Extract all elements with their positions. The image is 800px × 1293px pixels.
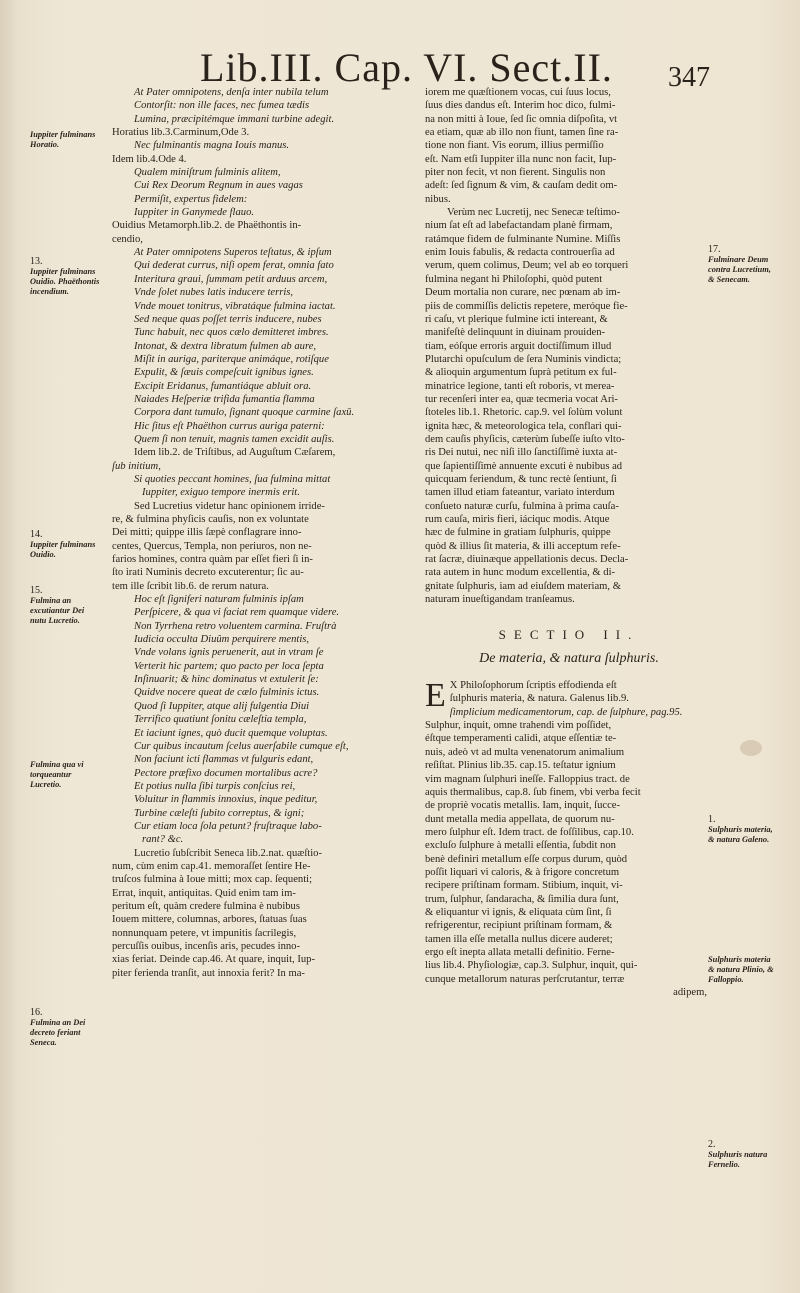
text-line: minatrice legione, tanti eſt roboris, vt merea- xyxy=(425,380,615,392)
text-line: tamen illud etiam fateantur, variato interdum xyxy=(425,487,615,499)
text-line: centes, Quercus, Templa, non periuros, non ne- xyxy=(112,540,312,552)
text-line: farios homines, contra quàm par eſſet fieri ſi in- xyxy=(112,554,313,566)
text-line: recipere priſtinam formam. Stibium, inquit, vi- xyxy=(425,880,623,892)
section-heading: SECTIO II. xyxy=(498,628,640,642)
text-line: tione non fiant. Vis eorum, illius permiſſio xyxy=(425,140,604,152)
text-line: cunque metallorum naturas perſcrutantur, terræ xyxy=(425,973,625,985)
text-line: Iudicia occulta Diuûm perquirere mentis, xyxy=(134,634,310,646)
text-line: Naiades Heſperiæ trifida fumantia flamma xyxy=(134,393,315,405)
text-line: Corpora dant tumulo, ſignant quoque carmine ſaxū. xyxy=(134,407,355,419)
text-line: Cur etiam loca ſola petunt? fruſtraque labo- xyxy=(134,820,322,832)
text-line: reſiſtat. Plinius lib.35. cap.15. teſtatur ignium xyxy=(425,760,616,772)
text-line: ea etiam, quæ ab illo non fiunt, tamen ſine ra- xyxy=(425,127,619,139)
margin-note-left: Fulmina qua vi torqueantur Lucretio. xyxy=(30,760,84,789)
text-line: vim magnam ſulphuri ineſſe. Falloppius tract. de xyxy=(425,773,630,785)
margin-note-right: 17. Fulminare Deum contra Lucretium, & Senecam. xyxy=(708,244,771,284)
text-line: iorem me quæſtionem vocas, cui ſuus locus, xyxy=(425,87,611,98)
text-line: ſuus dies dandus eſt. Interim hoc dico, fulmi- xyxy=(425,100,616,112)
text-line: adeſt: ſed ſignum & vim, & cauſam dedit om- xyxy=(425,180,618,192)
text-line: Turbine cæleſti ſubito correptus, & igni; xyxy=(134,807,305,819)
text-line: & alioquin argumentum ſuprà petitum ex ful- xyxy=(425,367,617,379)
text-line: ri caſu, vt plerique fulmine icti intereant, & xyxy=(425,313,608,325)
margin-note-left: 14. Iuppiter fulminans Ouidio. xyxy=(30,529,96,559)
text-line: Sed Lucretius videtur hanc opinionem irride- xyxy=(134,500,325,512)
text-line: gnitate ſulphuris, iam ad eiuſdem materiam, & xyxy=(425,580,621,592)
text-line: ſtoteles lib.1. Rhetoric. cap.9. vel ſolùm volunt xyxy=(425,407,623,419)
text-line: percuſſis ouibus, incenſis aris, pecudes inno- xyxy=(112,941,300,952)
text-line: Miſit in auriga, pariterque animáque, rotiſque xyxy=(134,353,329,365)
text-line: Errat, inquit, antiquitas. Quid enim tam im- xyxy=(112,887,296,899)
drop-capital: E xyxy=(425,677,446,715)
text-line: Non faciunt icti flammas vt fulguris edant, xyxy=(134,754,314,766)
text-line: Perſpicere, & qua vi faciat rem quamque videre. xyxy=(134,607,340,619)
text-line: refrigerentur, recipiunt priſtinam formam, & xyxy=(425,920,613,932)
text-line: rata autem in hunc modum excellentia, & di- xyxy=(425,567,616,579)
text-line: naturam inueſtigandam tranſeamus. xyxy=(425,594,575,606)
text-line: Qui dederat currus, niſi opem ferat, omnia fato xyxy=(134,260,334,272)
right-column-section-text xyxy=(425,679,713,999)
text-line: aquis thermalibus, cap.8. ſub finem, vbi verba fecit xyxy=(425,786,641,798)
text-line: ſimplicium medicamentorum, cap. de ſulphure, pag.95. xyxy=(449,706,683,718)
text-line: manifeſtè delinquunt in diuinam prouiden- xyxy=(425,327,606,339)
text-line: Et potius nulla ſibi turpis conſcius rei, xyxy=(134,780,296,792)
text-line: Non Tyrrhena retro voluentem carmina. Fruſtrà xyxy=(134,620,337,632)
text-line: rant? &c. xyxy=(142,834,184,846)
text-line: Sed neque quas poſſet terris inducere, nubes xyxy=(134,313,322,325)
text-line: Terrifico quatiunt ſonitu cæleſtia templa, xyxy=(134,714,307,726)
text-line: Nec fulminantis magna Iouis manus. xyxy=(134,140,290,152)
margin-note-left: 13. Iuppiter fulminans Ouidio. Phaëthontis incendium. xyxy=(30,256,100,296)
text-line: Idem lib.2. de Triſtibus, ad Auguſtum Cæſarem, xyxy=(134,447,336,459)
text-line: Dei mitti; quippe illis ſæpè conflagrare inno- xyxy=(112,527,302,539)
text-line: piis de commiſſis delictis repetere, meróque fie- xyxy=(425,300,628,312)
text-line: peritum eſt, quàm credere fulmina è nubibus xyxy=(112,900,300,912)
text-line: benè definiri metallum eſſe corpus durum, quòd xyxy=(425,853,628,865)
text-line: rum cauſa, miris fieri, iáciquc modis. Atque xyxy=(425,514,610,525)
text-line: Hic ſitus eſt Phaëthon currus auriga paterni: xyxy=(134,420,325,432)
text-line: Tunc habuit, nec quos cælo demitteret imbres. xyxy=(134,327,329,339)
text-line: Si quoties peccant homines, ſua fulmina mittat xyxy=(134,473,331,485)
running-title: Lib.III. Cap. VI. Sect.II. xyxy=(200,45,613,90)
text-line: Permiſit, expertus fidelem: xyxy=(134,193,248,205)
text-line: ignita hæc, & meteorologica tela, conflari qui- xyxy=(425,420,622,432)
text-line: tem ille ſcribit lib.6. de rerum natura. xyxy=(112,580,269,592)
text-line: num, cùm enim cap.41. memoraſſet ſentire He- xyxy=(112,860,311,872)
text-line: quicquam feriendum, & tunc rectè ſentiunt, ſi xyxy=(425,473,617,485)
text-line: nonnunquam petere, vt impunitis ſacrilegis, xyxy=(112,927,297,939)
text-line: Cui Rex Deorum Regnum in aues vagas xyxy=(134,180,303,192)
text-line: ſub initium, xyxy=(112,460,161,472)
left-text-column xyxy=(112,86,417,980)
text-line: Lucretio ſubſcribit Seneca lib.2.nat. quæſtio- xyxy=(134,847,322,859)
text-line: lius lib.4. Phyſiologiæ, cap.3. Sulphur, inquit, qui- xyxy=(425,960,638,972)
text-line: Verùm nec Lucretij, nec Senecæ teſtimo- xyxy=(447,207,620,219)
text-line: Deum mortalia non curare, nec pœnam ab im- xyxy=(425,287,621,299)
right-text-column xyxy=(425,86,713,999)
text-line: ſto irati Numinis decreto excuterentur; ſic au- xyxy=(112,567,304,579)
text-line: Inſinuarit; & hinc dominatus vt extulerit ſe: xyxy=(134,674,319,686)
text-line: Et iaciunt ignes, quò ducit quemque voluptas. xyxy=(134,727,328,739)
text-line: ſulphuris materia, & natura. Galenus lib.9. xyxy=(449,693,629,705)
text-line: dem cauſis phyſicis, cæterùm ſubeſſe iuſto vlto- xyxy=(425,433,625,445)
text-line: ris Dei nutui, nec niſi illo ſanctiſſimè iuxta at- xyxy=(425,447,618,459)
text-line: Ouidius Metamorph.lib.2. de Phaëthontis in- xyxy=(112,220,302,232)
text-line: mero ſulphur eſt. Idem tract. de foſſilibus, cap.10. xyxy=(425,826,634,838)
page-number: 347 xyxy=(668,62,710,93)
text-line: tamen illa eſſe metalla nullus dicere auderet; xyxy=(425,933,613,945)
margin-note-left: Iuppiter fulminans Horatio. xyxy=(30,130,96,149)
text-line: tiam, eóſque erroris arguit doctiſſimum illud xyxy=(425,340,612,352)
text-line: & eliquantur vi ignis, & eliquata cùm ſint, ſi xyxy=(425,906,612,918)
text-line: Vnde volans ignis peruenerit, aut in vtram ſe xyxy=(134,647,324,659)
text-line: Vnde ſolet nubes latis inducere terris, xyxy=(134,287,294,299)
margin-note-left: 16. Fulmina an Dei decreto feriant Seneca. xyxy=(30,1007,86,1047)
text-line: poſſit liquari vi caloris, & à frigore concretum xyxy=(425,866,620,878)
text-line: Qualem miniſtrum fulminis alitem, xyxy=(134,167,281,179)
text-line: Voluitur in flammis innoxius, inque peditur, xyxy=(134,794,318,806)
text-line: Vnde mouet tonitrus, vibratáque fulmina iactat. xyxy=(134,300,336,312)
text-line: rat ſacræ, diuinæque appellationis decus. Decla- xyxy=(425,554,629,566)
text-line: eſt. Nam etſi Iuppiter illa nunc non facit, Iup- xyxy=(425,153,617,165)
text-line: Horatius lib.3.Carminum,Ode 3. xyxy=(112,127,250,139)
text-line: Pectore præfixo documen mortalibus acre? xyxy=(134,767,318,779)
text-line: Lumina, præcipitémque immani turbine adegit. xyxy=(134,113,335,125)
text-line: dunt metalla media appellata, de quorum nu- xyxy=(425,813,615,825)
text-line: excluſo ſulphure à metalli eſſentia, ſubdit non xyxy=(425,840,616,852)
text-line: verum, quem colimus, Deum; vel ab eo torqueri xyxy=(425,260,629,272)
text-line: nuis, adeò vt ad multa venenatorum animalium xyxy=(425,746,625,758)
text-line: ergo eſt inepta allata metalli definitio. Ferne- xyxy=(425,946,615,958)
text-line: que ſapientiſſimè annuente excuti è nubibus ad xyxy=(425,460,623,472)
text-line: de propriè vocatis metallis. Iam, inquit, ſucce- xyxy=(425,800,621,812)
section-subtitle: De materia, & natura ſulphuris. xyxy=(479,651,659,666)
right-column-top-text xyxy=(425,86,713,606)
text-line: Interitura graui, ſummam petit arduus arcem, xyxy=(134,273,328,285)
text-line: Plutarchi opuſculum de ſera Numinis vindicta; xyxy=(425,353,622,365)
text-line: xias feriat. Deinde cap.46. At quare, inquit, Iup- xyxy=(112,954,315,966)
margin-note-right: Sulphuris materia & natura Plinio, & Falloppio. xyxy=(708,955,774,984)
text-line: Idem lib.4.Ode 4. xyxy=(112,153,187,165)
text-line: conſueto naturæ curſu, fulmina à prima cauſa- xyxy=(425,500,619,512)
text-line: fulmina negant hi Philoſophi, quòd putent xyxy=(425,273,603,285)
text-line: ratámque fidem de fulminante Numine. Miſſis xyxy=(425,233,621,245)
text-line: Verterit hic partem; quo pacto per loca ſepta xyxy=(134,660,324,672)
margin-note-right: 1. Sulphuris materia, & natura Galeno. xyxy=(708,814,773,844)
margin-note-left: 15. Fulmina an excutiantur Dei nutu Lucretio. xyxy=(30,585,85,625)
text-line: Cur quibus incautum ſcelus auerſabile cumque eſt, xyxy=(134,740,349,752)
text-line: Quidve nocere queat de cælo fulminis ictus. xyxy=(134,687,320,699)
text-line: cendio, xyxy=(112,233,143,245)
paper-stain xyxy=(740,740,762,756)
text-line: na non mitti à Ioue, ſed ſic omnia diſpoſita, vt xyxy=(425,113,618,125)
text-line: enim Iouis fabulis, & redacta controuerſia ad xyxy=(425,247,615,259)
text-line: éſtque temperamenti calidi, atque eſſentiæ te- xyxy=(425,733,617,745)
text-line: Quem ſi non tenuit, magnis tamen excidit auſis. xyxy=(134,433,335,445)
text-line: truſcos fulmina à Ioue mitti; mox cap. ſequenti; xyxy=(112,874,313,886)
text-line: Hoc eſt ſigniferi naturam fulminis ipſam xyxy=(134,594,304,606)
text-line: Excipit Eridanus, fumantiáque abluit ora. xyxy=(134,380,312,392)
text-line: At Pater omnipotens, denſa inter nubila telum xyxy=(134,87,329,98)
text-line: nibus. xyxy=(425,193,451,205)
text-line: quòd & illius ſit materia, & illi acceptum refe- xyxy=(425,540,621,552)
text-line: Sulphur, inquit, omne trahendi vim poſſidet, xyxy=(425,720,612,732)
text-line: Iuppiter in Ganymede flauo. xyxy=(134,207,255,219)
text-line: Quod ſi Iuppiter, atque alij fulgentia Diui xyxy=(134,700,310,712)
margin-note-right: 2. Sulphuris natura Fernelio. xyxy=(708,1139,768,1169)
text-line: re, & fulmina phyſicis cauſis, non ex voluntate xyxy=(112,514,309,525)
text-line: trum, ſulphur, ſandaracha, & ſimilia dura ſunt, xyxy=(425,893,619,905)
text-line: Iuppiter, exiguo tempore inermis erit. xyxy=(142,487,300,499)
text-line: piter ferienda tranſit, aut innoxia ferit? In ma- xyxy=(112,967,305,979)
text-line: Iouem mittere, columnas, arbores, ſtatuas ſuas xyxy=(112,914,307,926)
text-line: piter non fecit, vt non fierent. Singulis non xyxy=(425,167,606,179)
text-line: Intonat, & dextra libratum fulmen ab aure, xyxy=(134,340,317,352)
text-line: Expulit, & ſæuis compeſcuit ignibus ignes. xyxy=(134,367,314,379)
text-line: nium ſat eſt ad labefactandam planè firmam, xyxy=(425,220,613,232)
text-line: tur recenſeri inter ea, quæ tecmeria vocat Ari- xyxy=(425,393,618,405)
text-line: hæc de fulmine in gratiam ſulphuris, quippe xyxy=(425,527,611,539)
text-line: At Pater omnipotens Superos teſtatus, & ipſum xyxy=(134,247,332,259)
text-line: X Philoſophorum ſcriptis effodienda eſt xyxy=(449,680,617,692)
text-line: Contorſit: non ille faces, nec fumea tædis xyxy=(134,100,310,112)
text-line: adipem, xyxy=(673,987,707,998)
